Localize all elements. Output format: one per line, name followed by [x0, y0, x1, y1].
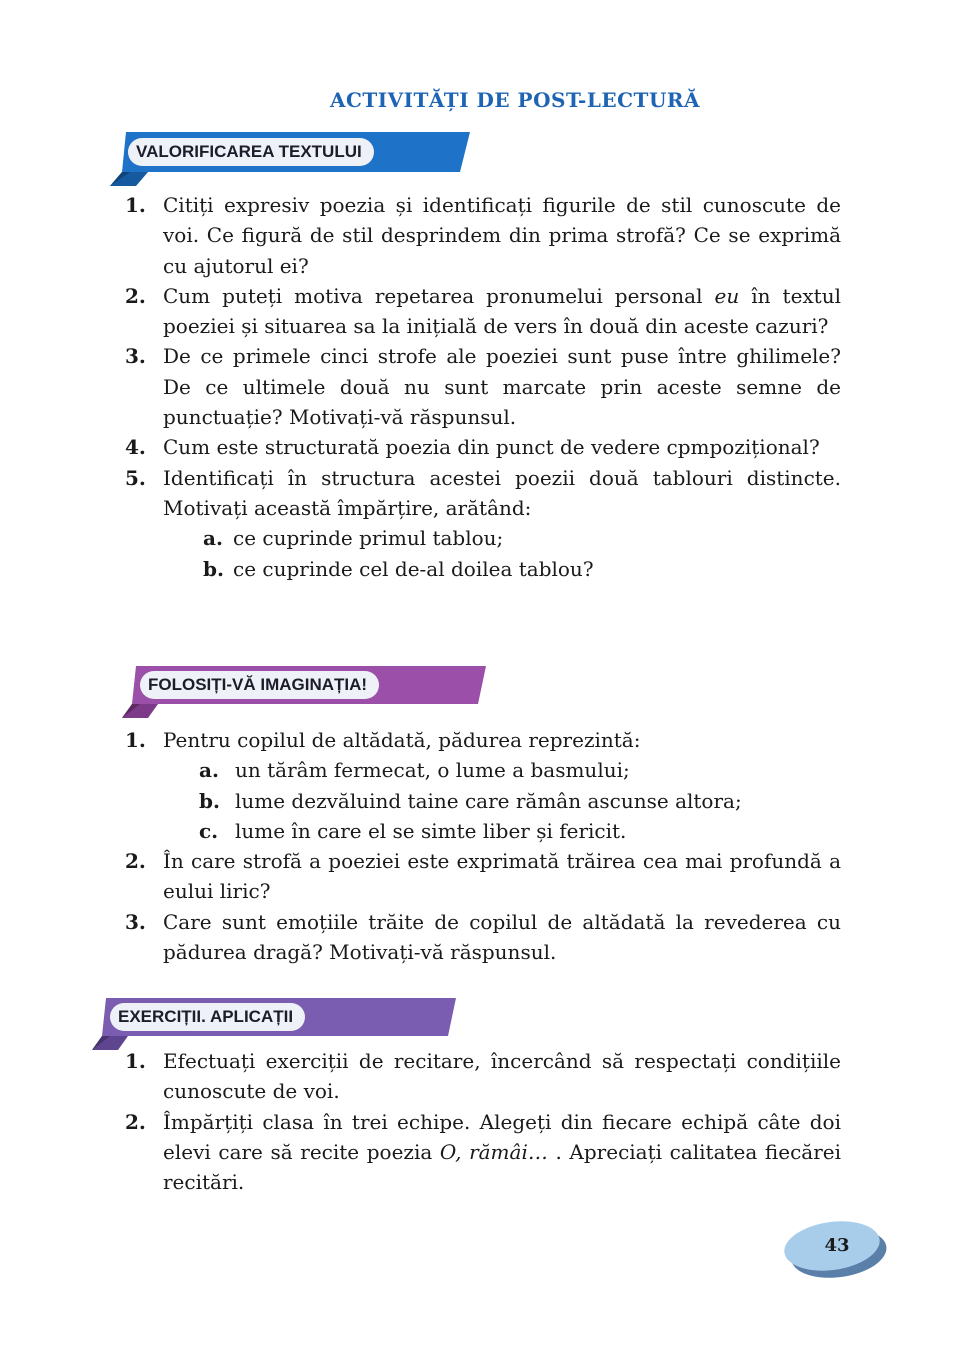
item-text: Împărțiți clasa în trei echipe. Alegeți din fiecare echipă câte doi elevi care să recite poezia	[163, 1109, 841, 1164]
sub-item-letter: c.	[199, 818, 219, 843]
page-number: 43	[824, 1235, 850, 1256]
list-item	[125, 463, 841, 524]
section-banner-valorificarea	[108, 130, 478, 190]
section-heading: FOLOSIȚI-VĂ IMAGINAȚIA!	[140, 671, 379, 699]
item-text: Pentru copilul de altădată, pădurea reprezintă:	[163, 728, 641, 752]
list-item	[125, 190, 841, 281]
item-text: în textul poeziei și situarea sa la inițială de vers în două din aceste cazuri?	[163, 283, 841, 339]
question-list-exercitii	[125, 1046, 841, 1197]
list-item	[125, 341, 841, 432]
item-number: 2.	[125, 849, 146, 874]
question-list-valorificarea	[125, 190, 841, 584]
sub-item-letter: b.	[199, 788, 220, 813]
item-number: 1.	[125, 193, 146, 217]
list-item	[125, 907, 841, 968]
list-item	[125, 281, 841, 342]
sub-item-text: un tărâm fermecat, o lume a basmului;	[235, 758, 630, 783]
page-title: ACTIVITĂȚI DE POST-LECTURĂ	[329, 88, 701, 112]
item-text: Identificați în structura acestei poezii două tablouri distincte. Motivați această împărțire, arătând:	[163, 465, 841, 520]
section-banner-imaginatia	[122, 664, 492, 724]
item-text: De ce primele cinci strofe ale poeziei sunt puse între ghilimele? De ce ultimele două nu sunt marcate prin aceste semne de punctuație? Motivați-vă răspunsul.	[163, 344, 841, 430]
item-number: 3.	[125, 909, 146, 934]
sub-list-item	[125, 755, 841, 785]
item-text: În care strofă a poeziei este exprimată trăirea cea mai profundă a eului liric?	[163, 849, 841, 904]
item-text: Efectuați exerciții de recitare, încercând să respectați condițiile cunoscute de voi.	[163, 1049, 841, 1104]
item-number: 5.	[125, 465, 146, 490]
list-item	[125, 1046, 841, 1107]
section-heading: VALORIFICAREA TEXTULUI	[128, 138, 374, 166]
item-number: 3.	[125, 344, 146, 369]
item-number: 4.	[125, 435, 146, 460]
item-number: 1.	[125, 1049, 146, 1073]
sub-item-text: ce cuprinde primul tablou;	[233, 526, 504, 551]
item-number: 1.	[125, 728, 146, 752]
list-item	[125, 1107, 841, 1198]
item-text: Cum este structurată poezia din punct de vedere cpmpozițional?	[163, 435, 820, 460]
list-item	[125, 846, 841, 907]
list-item	[125, 725, 841, 755]
list-item	[125, 432, 841, 462]
sub-item-letter: a.	[203, 526, 223, 551]
sub-item-letter: b.	[203, 556, 224, 581]
item-number: 2.	[125, 283, 146, 308]
item-text: . Apreciați calitatea fiecărei recitări.	[163, 1139, 841, 1195]
sub-item-text: lume în care el se simte liber și fericit.	[235, 818, 627, 843]
sub-item-letter: a.	[199, 758, 219, 783]
sub-list-item	[125, 816, 841, 846]
section-heading: EXERCIȚII. APLICAȚII	[110, 1003, 305, 1031]
sub-list-item	[125, 786, 841, 816]
sub-item-text: lume dezvăluind taine care rămân ascunse altora;	[235, 788, 742, 813]
page-number-badge	[782, 1218, 892, 1280]
question-list-imaginatia	[125, 725, 841, 967]
item-text: Care sunt emoțiile trăite de copilul de altădată la revederea cu pădurea dragă? Motivați-vă răspunsul.	[163, 909, 841, 965]
sub-item-text: ce cuprinde cel de-al doilea tablou?	[233, 556, 594, 581]
item-text: Citiți expresiv poezia și identificați figurile de stil cunoscute de voi. Ce figură de stil desprindem din prima strofă? Ce se exprimă cu ajutorul ei?	[163, 193, 841, 278]
item-emphasis: O, rămâi…	[439, 1139, 548, 1164]
item-number: 2.	[125, 1109, 146, 1134]
item-emphasis: eu	[714, 283, 740, 308]
item-text: Cum puteți motiva repetarea pronumelui personal	[163, 283, 715, 308]
sub-list-item	[125, 523, 841, 553]
sub-list-item	[125, 554, 841, 584]
